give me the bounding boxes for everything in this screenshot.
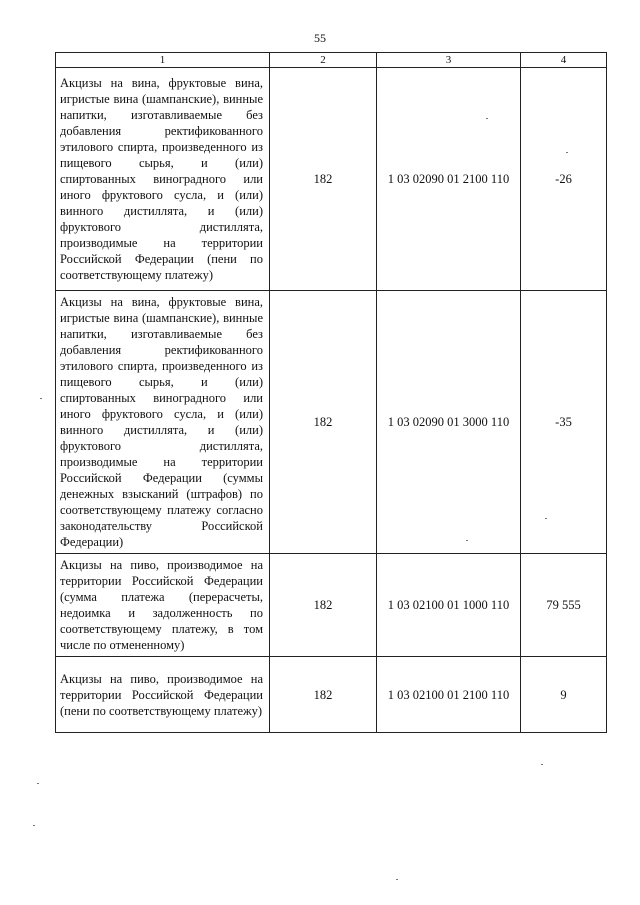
table-row xyxy=(56,554,607,657)
row-admin-code: 182 xyxy=(270,291,377,554)
scan-speck xyxy=(545,518,547,519)
column-header-4: 4 xyxy=(521,53,607,68)
row-description: Акцизы на пиво, производимое на территории Российской Федерации (пени по соответствующему платежу) xyxy=(56,657,270,733)
scan-speck xyxy=(37,783,39,784)
scan-speck xyxy=(566,152,568,153)
column-header-1: 1 xyxy=(56,53,270,68)
row-description: Акцизы на вина, фруктовые вина, игристые вина (шампанские), винные напитки, изготавливаемые без добавления ректификованного этилового спирта, произведенного из пищевого сырья, и (или) спиртованных виноградного или иного фруктового сусла, и (или) винного дистиллята, и (или) фруктового дистиллята, производимые на территории Российской Федерации (пени по соответствующему платежу) xyxy=(56,68,270,291)
scan-speck xyxy=(486,118,488,119)
row-kbk: 1 03 02100 01 2100 110 xyxy=(377,657,521,733)
row-admin-code: 182 xyxy=(270,554,377,657)
row-admin-code: 182 xyxy=(270,657,377,733)
row-admin-code: 182 xyxy=(270,68,377,291)
scan-speck xyxy=(40,398,42,399)
table-row xyxy=(56,291,607,554)
page-number: 55 xyxy=(314,31,326,45)
column-header-2: 2 xyxy=(270,53,377,68)
row-amount: -26 xyxy=(521,68,607,291)
revenue-table xyxy=(55,52,607,733)
row-amount: 79 555 xyxy=(521,554,607,657)
scan-speck xyxy=(541,764,543,765)
row-kbk: 1 03 02090 01 3000 110 xyxy=(377,291,521,554)
table-row xyxy=(56,68,607,291)
row-description: Акцизы на пиво, производимое на территории Российской Федерации (сумма платежа (перерасчеты, недоимка и задолженность по соответствующему платежу, в том числе по отмененному) xyxy=(56,554,270,657)
row-kbk: 1 03 02100 01 1000 110 xyxy=(377,554,521,657)
row-amount: -35 xyxy=(521,291,607,554)
row-description: Акцизы на вина, фруктовые вина, игристые вина (шампанские), винные напитки, изготавливаемые без добавления ректификованного этилового спирта, произведенного из пищевого сырья, и (или) спиртованных виноградного или иного фруктового сусла, и (или) винного дистиллята, и (или) фруктового дистиллята, производимые на территории Российской Федерации (суммы денежных взысканий (штрафов) по соответствующему платежу согласно законодательству Российской Федерации) xyxy=(56,291,270,554)
row-amount: 9 xyxy=(521,657,607,733)
row-kbk: 1 03 02090 01 2100 110 xyxy=(377,68,521,291)
scan-speck xyxy=(396,879,398,880)
scan-speck xyxy=(33,825,35,826)
column-header-3: 3 xyxy=(377,53,521,68)
table-header-row xyxy=(56,53,607,68)
scan-speck xyxy=(466,540,468,541)
table-row xyxy=(56,657,607,733)
